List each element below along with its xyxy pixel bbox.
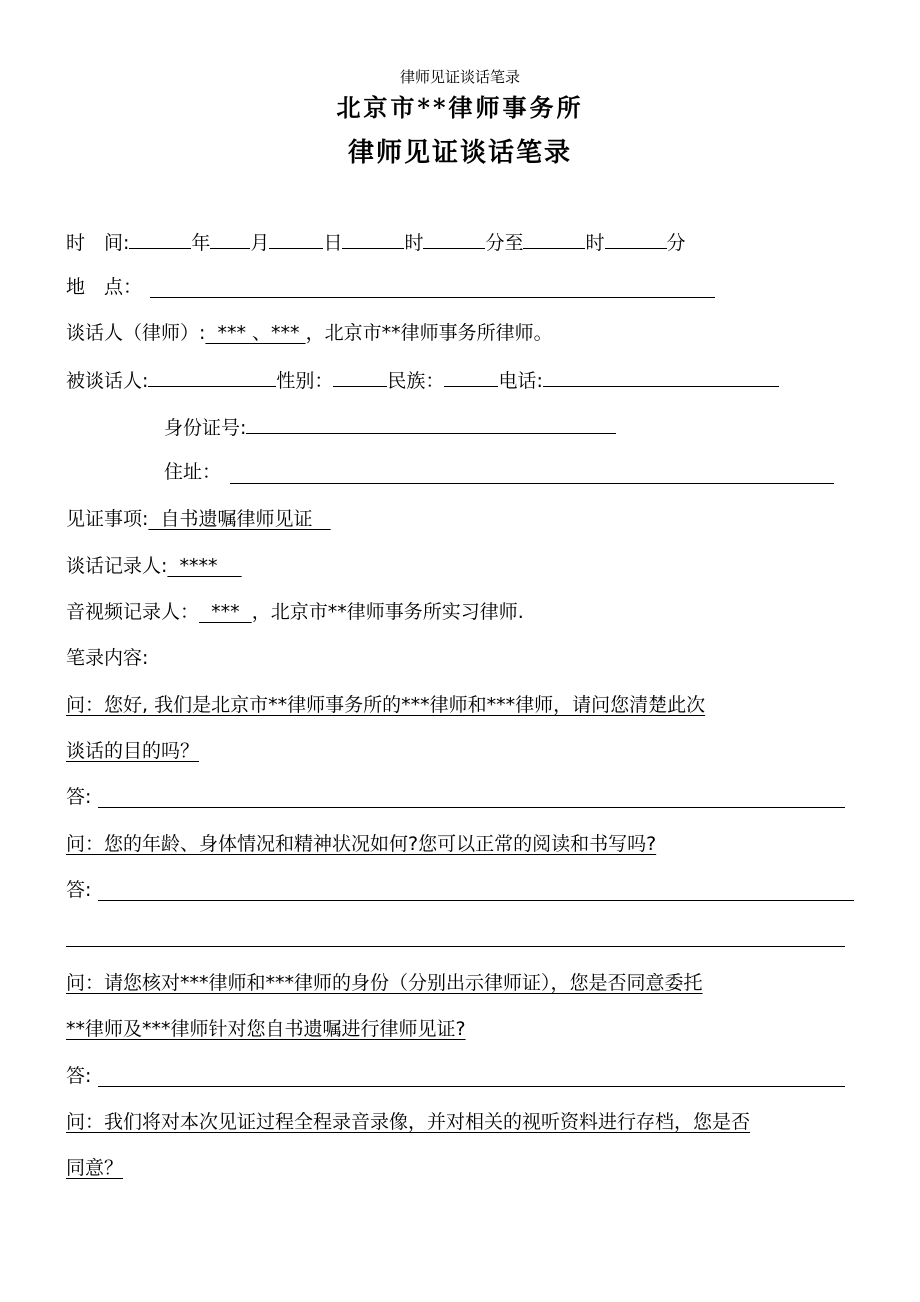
address-row — [164, 457, 221, 487]
id-blank[interactable] — [246, 411, 616, 434]
page-title: 律师见证谈话笔录 — [347, 138, 572, 168]
minute-blank[interactable] — [423, 226, 485, 249]
month-label: 月 — [250, 232, 270, 254]
av-recorder-suffix: ，北京市**律师事务所实习律师. — [251, 601, 524, 623]
firm-name: 北京市**律师事务所 — [336, 93, 584, 122]
place-blank[interactable] — [150, 297, 715, 298]
hour2-label: 时 — [585, 232, 605, 254]
time-label: 时 间: — [66, 232, 130, 254]
question-1-line-1: 问：您好, 我们是北京市**律师事务所的***律师和***律师，请问您清楚此次 — [66, 694, 706, 716]
ethnicity-label: 民族： — [387, 370, 445, 392]
gender-label: 性别： — [276, 370, 334, 392]
answer-2-line-2[interactable] — [66, 946, 845, 947]
question-1-line-2: 谈话的目的吗？ — [66, 740, 200, 762]
ethnicity-blank[interactable] — [444, 364, 498, 387]
answer-2-label: 答: — [66, 879, 92, 901]
hour2-blank[interactable] — [523, 226, 585, 249]
interviewee-blank[interactable] — [148, 364, 276, 387]
address-blank[interactable] — [230, 483, 834, 484]
id-label: 身份证号: — [164, 417, 247, 439]
time-row — [66, 226, 686, 256]
place-label: 地 点： — [66, 276, 143, 298]
question-3-line-2: **律师及***律师针对您自书遗嘱进行律师见证? — [66, 1018, 466, 1040]
gender-blank[interactable] — [333, 364, 387, 387]
answer-1-label: 答: — [66, 786, 92, 808]
interviewee-label: 被谈话人: — [66, 370, 149, 392]
matter-row — [66, 504, 331, 534]
answer-3-label: 答: — [66, 1065, 92, 1087]
matter-label: 见证事项: — [66, 508, 149, 530]
question-4-line-2: 同意？ — [66, 1157, 124, 1179]
hour-label: 时 — [404, 232, 424, 254]
av-recorder-label: 音视频记录人： — [66, 601, 200, 623]
year-label: 年 — [191, 232, 211, 254]
day-label: 日 — [323, 232, 343, 254]
lawyer-row — [66, 318, 553, 348]
av-recorder-row — [66, 597, 524, 627]
phone-blank[interactable] — [543, 364, 779, 387]
hour-blank[interactable] — [342, 226, 404, 249]
interviewee-row — [66, 364, 779, 394]
minute-to-label: 分至 — [485, 232, 524, 254]
question-4-line-1: 问：我们将对本次见证过程全程录音录像，并对相关的视听资料进行存档，您是否 — [66, 1111, 751, 1133]
month-blank[interactable] — [210, 226, 250, 249]
question-2: 问：您的年龄、身体情况和精神状况如何?您可以正常的阅读和书写吗? — [66, 833, 657, 855]
av-recorder-value: *** — [199, 601, 252, 623]
recorder-label: 谈话记录人: — [66, 555, 168, 577]
recorder-value: **** — [167, 555, 242, 577]
id-row — [164, 411, 616, 441]
phone-label: 电话: — [498, 370, 543, 392]
question-3-line-1: 问：请您核对***律师和***律师的身份（分别出示律师证），您是否同意委托 — [66, 972, 703, 994]
address-label: 住址： — [164, 461, 222, 483]
year-blank[interactable] — [129, 226, 191, 249]
lawyer-label: 谈话人（律师）: — [66, 322, 206, 344]
content-label: 笔录内容: — [66, 647, 149, 669]
day-blank[interactable] — [269, 226, 323, 249]
place-row — [66, 272, 142, 302]
answer-1-line[interactable] — [98, 807, 845, 808]
document-header-label: 律师见证谈话笔录 — [399, 68, 520, 86]
minute-label: 分 — [666, 232, 686, 254]
minute2-blank[interactable] — [605, 226, 667, 249]
recorder-row — [66, 551, 242, 581]
matter-value: 自书遗嘱律师见证 — [148, 508, 331, 530]
answer-2-line-1[interactable] — [98, 900, 854, 901]
answer-3-line[interactable] — [98, 1086, 845, 1087]
lawyer-suffix: ，北京市**律师事务所律师。 — [305, 322, 553, 344]
lawyer-value: *** 、*** — [205, 322, 306, 344]
